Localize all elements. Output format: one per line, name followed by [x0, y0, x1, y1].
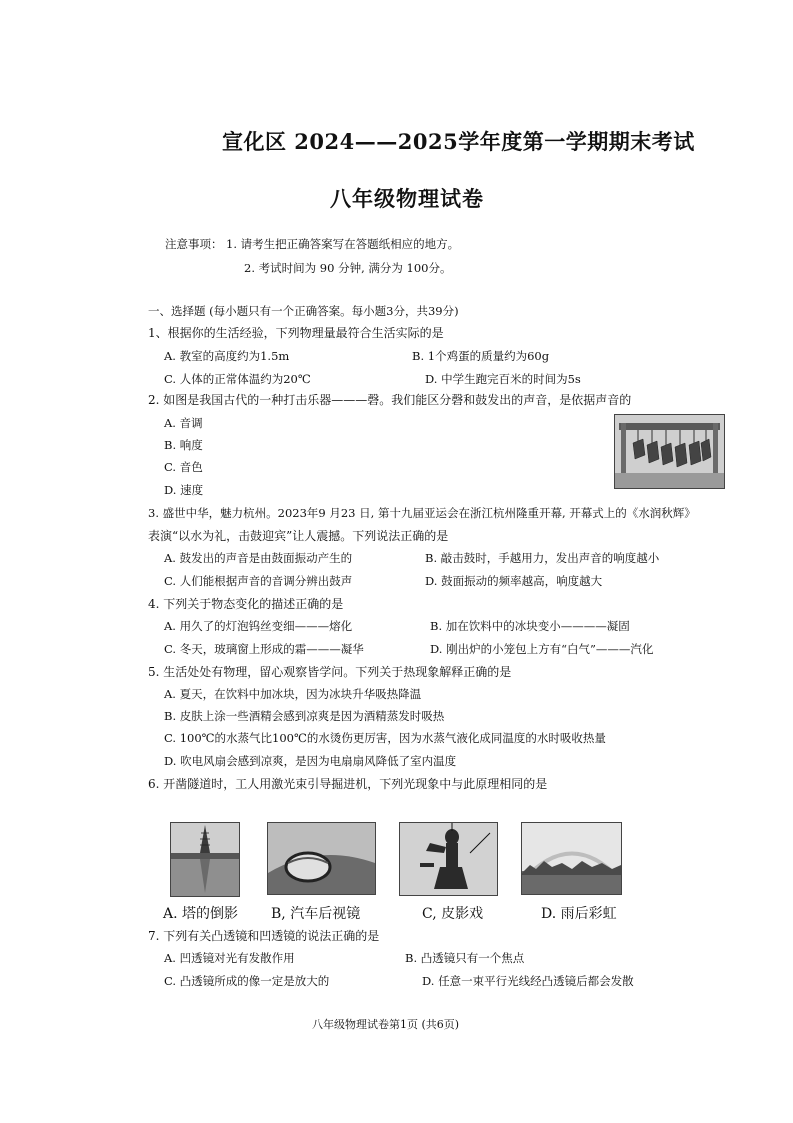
q7-option-c: C. 凸透镜所成的像一定是放大的 — [164, 974, 330, 988]
q6-stem: 6. 开凿隧道时，工人用激光束引导掘进机，下列光现象中与此原理相同的是 — [148, 777, 548, 791]
q4-stem: 4. 下列关于物态变化的描述正确的是 — [148, 597, 344, 611]
page-footer: 八年级物理试卷第1页 (共6页) — [312, 1018, 460, 1031]
exam-title: 宣化区 2024——2025学年度第一学期期末考试 — [222, 129, 695, 154]
section-heading: 一、选择题 (每小题只有一个正确答案。每小题3分，共39分) — [148, 304, 459, 318]
q3-stem-line2: 表演“以水为礼，击鼓迎宾”让人震撼。下列说法正确的是 — [148, 529, 449, 543]
q5-option-c: C. 100℃的水蒸气比100℃的水烫伤更厉害，因为水蒸气液化成同温度的水时吸收热量 — [164, 731, 606, 745]
q1-option-b: B. 1个鸡蛋的质量约为60g — [412, 349, 550, 363]
note-item-1: 1. 请考生把正确答案写在答题纸相应的地方。 — [226, 237, 460, 251]
q5-option-b: B. 皮肤上涂一些酒精会感到凉爽是因为酒精蒸发时吸热 — [164, 709, 445, 723]
q6-caption-a: A. 塔的倒影 — [163, 906, 239, 922]
q7-option-d: D. 任意一束平行光线经凸透镜后都会发散 — [422, 974, 634, 988]
q5-option-a: A. 夏天，在饮料中加冰块，因为冰块升华吸热降温 — [164, 687, 422, 701]
q2-option-c: C. 音色 — [164, 460, 203, 474]
q2-stem: 2. 如图是我国古代的一种打击乐器———磬。我们能区分磬和鼓发出的声音，是依据声音的 — [148, 393, 632, 407]
q7-option-a: A. 凹透镜对光有发散作用 — [164, 951, 295, 965]
q2-option-a: A. 音调 — [164, 416, 203, 430]
car-mirror-image — [267, 822, 376, 895]
notes-label: 注意事项： — [165, 237, 223, 251]
q6-caption-c: C, 皮影戏 — [422, 906, 484, 922]
q4-option-d: D. 刚出炉的小笼包上方有“白气”———汽化 — [430, 642, 654, 656]
q4-option-b: B. 加在饮料中的冰块变小————凝固 — [430, 619, 630, 633]
q5-stem: 5. 生活处处有物理，留心观察皆学问。下列关于热现象解释正确的是 — [148, 665, 512, 679]
q1-stem: 1、根据你的生活经验，下列物理量最符合生活实际的是 — [148, 326, 444, 340]
chime-stone-image — [614, 414, 725, 489]
q3-stem-line1: 3. 盛世中华，魅力杭州。2023年9 月23 日, 第十九届亚运会在浙江杭州隆重开幕, 开幕式上的《水润秋辉》 — [148, 506, 696, 520]
q3-option-c: C. 人们能根据声音的音调分辨出鼓声 — [164, 574, 353, 588]
q6-caption-d: D. 雨后彩虹 — [541, 906, 617, 922]
q2-option-b: B. 响度 — [164, 438, 203, 452]
q4-option-a: A. 用久了的灯泡钨丝变细———熔化 — [164, 619, 353, 633]
q3-option-b: B. 敲击鼓时，手越用力，发出声音的响度越小 — [425, 551, 660, 565]
q3-option-a: A. 鼓发出的声音是由鼓面振动产生的 — [164, 551, 353, 565]
q5-option-d: D. 吹电风扇会感到凉爽，是因为电扇扇风降低了室内温度 — [164, 754, 457, 768]
q1-option-c: C. 人体的正常体温约为20℃ — [164, 372, 311, 386]
q6-caption-b: B, 汽车后视镜 — [271, 906, 361, 922]
q4-option-c: C. 冬天，玻璃窗上形成的霜———凝华 — [164, 642, 364, 656]
q1-option-a: A. 教室的高度约为1.5m — [164, 349, 290, 363]
exam-subtitle: 八年级物理试卷 — [330, 186, 484, 211]
q7-stem: 7. 下列有关凸透镜和凹透镜的说法正确的是 — [148, 929, 380, 943]
rainbow-image — [521, 822, 622, 895]
q3-option-d: D. 鼓面振动的频率越高，响度越大 — [425, 574, 603, 588]
q2-option-d: D. 速度 — [164, 483, 204, 497]
shadow-puppet-image — [399, 822, 498, 896]
q7-option-b: B. 凸透镜只有一个焦点 — [405, 951, 525, 965]
tower-reflection-image — [170, 822, 240, 897]
note-item-2: 2. 考试时间为 90 分钟, 满分为 100分。 — [244, 261, 452, 275]
q1-option-d: D. 中学生跑完百米的时间为5s — [425, 372, 581, 386]
